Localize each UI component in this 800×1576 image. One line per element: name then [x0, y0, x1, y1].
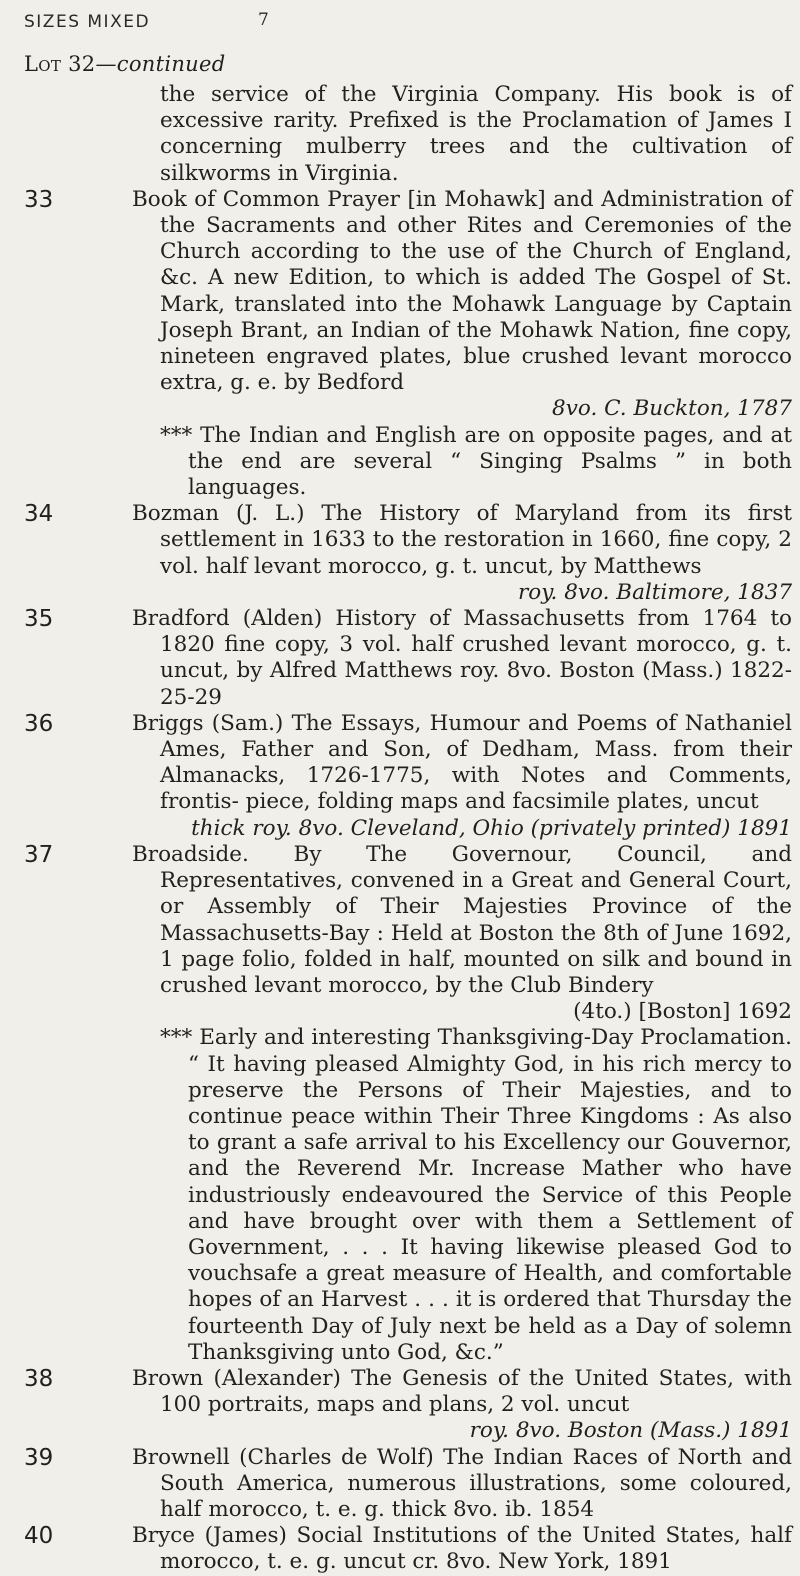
lot-entry-38 [24, 1366, 792, 1445]
lot-description: Brownell (Charles de Wolf) The Indian Races of North and South America, numerous illustrations, some coloured, half morocco, t. e. g. thick 8vo. ib. 1854 [132, 1444, 792, 1522]
lot-number: 39 [24, 1444, 54, 1471]
continued-heading [24, 52, 225, 76]
running-head [24, 10, 271, 32]
lot-description: Broadside. By The Governour, Council, and Representatives, convened in a Great and General Court, or Assembly of Their Majesties Province of the Massachusetts-Bay : Held at Boston the 8th of June 1692, 1 page folio, folded in half, mounted on silk and bound in crushed levant morocco, by the Club Bindery [132, 841, 792, 998]
lot-description: Bradford (Alden) History of Massachusetts from 1764 to 1820 fine copy, 3 vol. half crushed levant morocco, g. t. uncut, by Alfred Matthews roy. 8vo. Boston (Mass.) 1822-25-29 [132, 606, 792, 710]
lot-entry-33 [24, 187, 792, 501]
lot-description: Book of Common Prayer [in Mohawk] and Administration of the Sacraments and other Rites and Ceremonies of the Church according to the use of the Church of England, &c. A new Edition, to which is added The Gospel of St. Mark, translated into the Mohawk Language by Captain Joseph Brant, an Indian of the Mohawk Nation, fine copy, nineteen engraved plates, blue crushed levant morocco extra, g. e. by Bedford [132, 186, 792, 396]
lot-entry-34 [24, 501, 792, 606]
lot-imprint: thick roy. 8vo. Cleveland, Ohio (privately printed) 1891 [191, 815, 792, 841]
continued-label: —continued [95, 52, 226, 76]
running-head-title: SIZES MIXED [24, 12, 151, 32]
lot-number: 34 [24, 501, 54, 528]
lot-number: 35 [24, 606, 54, 633]
lot-description: Bozman (J. L.) The History of Maryland from its first settlement in 1633 to the restoration in 1660, fine copy, 2 vol. half levant morocco, g. t. uncut, by Matthews [132, 501, 792, 579]
lot-note: *** Early and interesting Thanksgiving-Day Proclamation. “ It having pleased Almighty God, in his rich mercy to preserve the Persons of Their Majesties, and to continue peace within Their Three Kingdoms : As also to grant a safe arrival to his Excellency our Gouvernor, and the Reverend Mr. Increase Mather who have industriously endeavoured the Service of this People and have brought over with them a Settlement of Government, . . . It having likewise pleased God to vouchsafe a great measure of Health, and comfortable hopes of an Harvest . . . it is ordered that Thursday the fourteenth Day of July next be held as a Day of solemn Thanksgiving unto God, &c.” [160, 1025, 792, 1365]
lot-description: Bryce (James) Social Institutions of the United States, half morocco, t. e. g. uncut cr. 8vo. New York, 1891 [132, 1523, 792, 1575]
lot-imprint: roy. 8vo. Baltimore, 1837 [518, 579, 792, 605]
lot-entry-37 [24, 842, 792, 1366]
lot-number: 37 [24, 841, 54, 868]
lot-number: 33 [24, 186, 54, 213]
lot-entry-39 [24, 1445, 792, 1524]
lot-imprint: (4to.) [Boston] 1692 [573, 999, 792, 1025]
lot-description: Brown (Alexander) The Genesis of the United States, with 100 portraits, maps and plans, 2 vol. uncut [132, 1365, 792, 1418]
lot-number: 40 [24, 1523, 54, 1550]
continuation-text: the service of the Virginia Company. His book is of excessive rarity. Prefixed is the Proclamation of James I concerning mulberry trees and the cultivation of silkworms in Virginia. [160, 82, 792, 186]
lot-description: Briggs (Sam.) The Essays, Humour and Poems of Nathaniel Ames, Father and Son, of Dedham, Mass. from their Almanacks, 1726-1775, with Notes and Comments, frontis- piece, folding maps and facsimile plates, uncut [132, 710, 792, 815]
page-number: 7 [258, 10, 271, 30]
lot-32-continuation [24, 82, 792, 187]
lot-imprint: roy. 8vo. Boston (Mass.) 1891 [469, 1418, 792, 1444]
lot-number: 36 [24, 710, 54, 737]
lot-imprint: 8vo. C. Buckton, 1787 [552, 396, 792, 422]
lot-entry-35 [24, 606, 792, 711]
lot-entry-36 [24, 711, 792, 842]
lot-label: Lot 32 [24, 52, 96, 76]
lot-number: 38 [24, 1365, 54, 1392]
lot-note: *** The Indian and English are on opposite pages, and at the end are several “ Singing Psalms ” in both languages. [160, 422, 792, 501]
lot-entry-40 [24, 1523, 792, 1575]
